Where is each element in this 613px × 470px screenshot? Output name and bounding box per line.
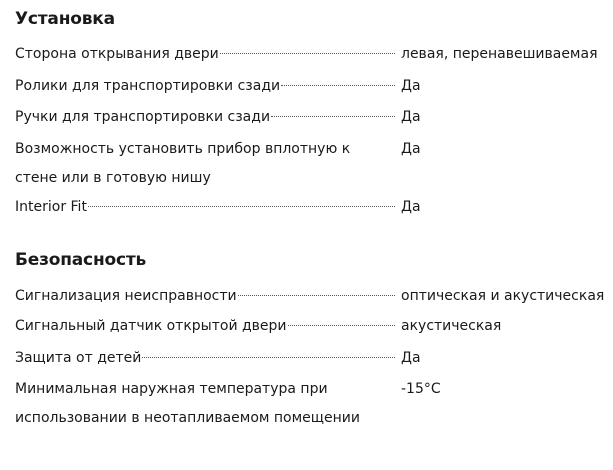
spec-value: Да [401,141,421,157]
section-title: Установка [15,9,115,29]
dotted-leader [88,206,395,207]
spec-label: Защита от детей [15,344,397,373]
section-title: Безопасность [15,250,147,270]
dotted-leader [271,116,395,117]
spec-value: Да [401,199,421,215]
spec-value: левая, перенавешиваемая [401,46,598,62]
spec-value: Да [401,78,421,94]
spec-value: Да [401,109,421,125]
dotted-leader [238,295,395,296]
spec-label: Сигнализация неисправности [15,282,397,311]
spec-label: Возможность установить прибор вплотную к стене или в готовую нишу [15,141,351,186]
spec-label: Ролики для транспортировки сзади [15,72,397,101]
spec-value: акустическая [401,318,502,334]
dotted-leader [281,85,395,86]
spec-value: оптическая и акустическая [401,288,605,304]
dotted-leader [142,357,395,358]
dotted-leader [288,325,395,326]
spec-label: Сигнальный датчик открытой двери [15,312,397,341]
spec-value: -15°C [401,381,441,397]
spec-label: Ручки для транспортировки сзади [15,103,397,132]
dotted-leader [220,53,395,54]
spec-label: Минимальная наружная температура при использовании в неотапливаемом помещении [15,381,360,426]
spec-value: Да [401,350,421,366]
spec-label: Сторона открывания двери [15,40,397,69]
spec-label: Interior Fit [15,193,397,222]
